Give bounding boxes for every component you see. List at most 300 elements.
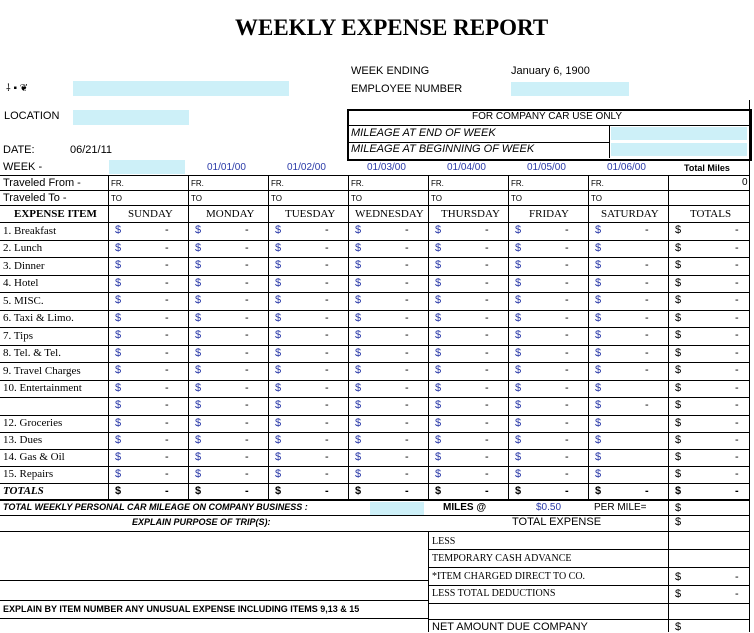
amount-cell[interactable]: - [325,417,329,429]
dollar-sign: $ [675,468,682,480]
amount-cell[interactable]: - [565,224,569,236]
purpose-label: EXPLAIN PURPOSE OF TRIP(S): [132,517,271,527]
date-value: 06/21/11 [70,144,113,156]
amount-cell[interactable]: - [405,468,409,480]
miles-field[interactable] [370,502,424,515]
dollar-sign: $ [675,382,682,394]
amount-cell[interactable]: - [405,259,409,271]
expense-item-label: 1. Breakfast [3,225,57,237]
amount-cell[interactable]: - [485,382,489,394]
amount-cell[interactable]: - [165,364,169,376]
amount-cell[interactable]: - [245,434,249,446]
dollar-sign: $ [195,259,202,271]
dollar-sign: $ [675,347,682,359]
dash: - [735,571,739,583]
mileage-row-label: TOTAL WEEKLY PERSONAL CAR MILEAGE ON COMPANY BUSINESS : [3,502,308,512]
dollar-sign: $ [275,399,282,411]
total-cell: - [735,329,739,341]
net-amount-label: NET AMOUNT DUE COMPANY [432,621,588,633]
dollar-sign: $ [115,294,122,306]
dollar-sign: $ [195,382,202,394]
dollar-sign: $ [355,468,362,480]
amount-cell[interactable]: - [485,224,489,236]
amount-cell[interactable]: - [165,312,169,324]
dollar-sign: $ [515,259,522,271]
expense-item-label: 10. Entertainment [3,382,82,394]
dollar-sign: $ [435,485,442,497]
amount-cell[interactable]: - [565,468,569,480]
dollar-sign: $ [515,485,522,497]
dollar-sign: $ [275,294,282,306]
from-field[interactable]: FR. [511,179,524,188]
amount-cell[interactable]: - [245,329,249,341]
total-cell: - [735,382,739,394]
charged-direct-label: *ITEM CHARGED DIRECT TO CO. [432,571,586,582]
amount-total-cell: - [565,485,569,497]
amount-cell[interactable]: - [325,277,329,289]
amount-cell[interactable]: - [405,242,409,254]
amount-cell[interactable]: - [165,417,169,429]
total-cell: - [735,259,739,271]
week-date: 01/03/00 [367,162,406,173]
mileage-begin-label: MILEAGE AT BEGINNING OF WEEK [351,143,535,155]
totals-header: TOTALS [690,208,732,220]
amount-cell[interactable]: - [165,468,169,480]
dollar-sign: $ [115,434,122,446]
dollar-sign: $ [595,347,602,359]
amount-total-cell: - [645,485,649,497]
dollar-sign: $ [355,329,362,341]
report-title: WEEKLY EXPENSE REPORT [235,15,549,40]
amount-cell[interactable]: - [165,434,169,446]
dollar-sign: $ [275,347,282,359]
total-cell: - [735,434,739,446]
mileage-end-label: MILEAGE AT END OF WEEK [351,127,496,139]
amount-cell[interactable]: - [245,277,249,289]
explain-label: EXPLAIN BY ITEM NUMBER ANY UNUSUAL EXPENSE INCLUDING ITEMS 9,13 & 15 [3,604,360,614]
dollar-sign: $ [355,259,362,271]
dollar-sign: $ [515,364,522,376]
dollar-sign: $ [595,259,602,271]
amount-cell[interactable]: - [405,382,409,394]
dollar-sign: $ [675,502,682,514]
amount-cell[interactable]: - [245,364,249,376]
amount-cell[interactable]: - [565,399,569,411]
amount-cell[interactable]: - [645,224,649,236]
amount-cell[interactable]: - [165,259,169,271]
expense-item-label: 4. Hotel [3,277,39,289]
dollar-sign: $ [115,399,122,411]
week-label: WEEK - [3,161,43,173]
per-mile-label: PER MILE= [594,502,647,513]
dollar-sign: $ [195,485,202,497]
amount-cell[interactable]: - [325,242,329,254]
amount-cell[interactable]: - [405,417,409,429]
dollar-sign: $ [195,364,202,376]
amount-cell[interactable]: - [405,364,409,376]
amount-cell[interactable]: - [485,294,489,306]
amount-cell[interactable]: - [405,277,409,289]
dollar-sign: $ [675,621,682,633]
dollar-sign: $ [675,277,682,289]
dollar-sign: $ [195,417,202,429]
traveled-to-label: Traveled To - [3,192,67,204]
amount-cell[interactable]: - [325,364,329,376]
amount-cell[interactable]: - [565,417,569,429]
dollar-sign: $ [195,347,202,359]
dollar-sign: $ [675,451,682,463]
dollar-sign: $ [435,277,442,289]
to-field[interactable]: TO [431,194,442,203]
dollar-sign: $ [195,451,202,463]
dollar-sign: $ [275,485,282,497]
expense-item-label: 7. Tips [3,330,33,342]
week-date: 01/06/00 [607,162,646,173]
amount-cell[interactable]: - [325,294,329,306]
amount-cell[interactable]: - [485,434,489,446]
amount-cell[interactable]: - [405,399,409,411]
dollar-sign: $ [355,434,362,446]
dollar-sign: $ [515,224,522,236]
amount-cell[interactable]: - [245,382,249,394]
dollar-sign: $ [595,277,602,289]
employee-number-field[interactable] [511,82,629,96]
dollar-sign: $ [595,468,602,480]
to-field[interactable]: TO [511,194,522,203]
dash: - [735,588,739,600]
amount-cell[interactable]: - [325,347,329,359]
dollar-sign: $ [435,451,442,463]
dollar-sign: $ [115,224,122,236]
dollar-sign: $ [595,399,602,411]
dollar-sign: $ [195,277,202,289]
dollar-sign: $ [275,451,282,463]
amount-total-cell: - [485,485,489,497]
dollar-sign: $ [115,382,122,394]
dollar-sign: $ [675,224,682,236]
dollar-sign: $ [435,312,442,324]
expense-item-label: 13. Dues [3,434,43,446]
expense-item-label: 9. Travel Charges [3,365,81,377]
week-ending-value: January 6, 1900 [511,65,590,77]
amount-cell[interactable]: - [565,259,569,271]
week-date: 01/05/00 [527,162,566,173]
dollar-sign: $ [435,242,442,254]
dollar-sign: $ [595,364,602,376]
amount-cell[interactable]: - [485,347,489,359]
mileage-begin-field[interactable] [611,143,747,156]
amount-cell[interactable]: - [485,417,489,429]
dollar-sign: $ [195,224,202,236]
from-field[interactable]: FR. [351,179,364,188]
amount-cell[interactable]: - [565,434,569,446]
day-header: WEDNESDAY [355,208,424,220]
dollar-sign: $ [355,417,362,429]
day-header: FRIDAY [529,208,569,220]
total-cell: - [735,468,739,480]
amount-cell[interactable]: - [325,399,329,411]
amount-cell[interactable]: - [645,294,649,306]
amount-cell[interactable]: - [165,399,169,411]
dollar-sign: $ [515,434,522,446]
amount-cell[interactable]: - [165,347,169,359]
day-header: SATURDAY [601,208,659,220]
dollar-sign: $ [675,242,682,254]
dollar-sign: $ [435,259,442,271]
total-cell: - [735,312,739,324]
dollar-sign: $ [675,294,682,306]
amount-cell[interactable]: - [565,312,569,324]
amount-cell[interactable]: - [565,451,569,463]
dollar-sign: $ [355,451,362,463]
dollar-sign: $ [195,468,202,480]
dollar-sign: $ [275,242,282,254]
dollar-sign: $ [435,434,442,446]
dollar-sign: $ [675,312,682,324]
from-field[interactable]: FR. [191,179,204,188]
dollar-sign: $ [515,294,522,306]
amount-cell[interactable]: - [245,312,249,324]
amount-cell[interactable]: - [325,382,329,394]
amount-cell[interactable]: - [245,259,249,271]
total-cell: - [735,294,739,306]
totals-row-label: TOTALS [3,485,44,497]
total-cell: - [735,451,739,463]
total-cell: - [735,277,739,289]
dollar-sign: $ [355,312,362,324]
dollar-sign: $ [275,312,282,324]
dollar-sign: $ [275,259,282,271]
dollar-sign: $ [595,329,602,341]
dollar-sign: $ [115,312,122,324]
dollar-sign: $ [435,329,442,341]
amount-cell[interactable]: - [645,312,649,324]
dollar-sign: $ [435,364,442,376]
amount-cell[interactable]: - [565,329,569,341]
amount-cell[interactable]: - [325,224,329,236]
dollar-sign: $ [515,417,522,429]
amount-cell[interactable]: - [485,451,489,463]
amount-cell[interactable]: - [325,259,329,271]
dollar-sign: $ [115,259,122,271]
dollar-sign: $ [595,417,602,429]
from-field[interactable]: FR. [591,179,604,188]
amount-cell[interactable]: - [325,451,329,463]
dollar-sign: $ [275,224,282,236]
amount-cell[interactable]: - [485,312,489,324]
amount-cell[interactable]: - [485,277,489,289]
to-field[interactable]: TO [351,194,362,203]
amount-total-cell: - [325,485,329,497]
amount-cell[interactable]: - [405,329,409,341]
amount-cell[interactable]: - [325,329,329,341]
dollar-sign: $ [515,329,522,341]
location-label: LOCATION [4,110,60,122]
dollar-sign: $ [675,399,682,411]
to-field[interactable]: TO [111,194,122,203]
dollar-sign: $ [515,242,522,254]
dollar-sign: $ [595,451,602,463]
dollar-sign: $ [275,364,282,376]
amount-cell[interactable]: - [565,364,569,376]
dollar-sign: $ [355,485,362,497]
from-field[interactable]: FR. [111,179,124,188]
amount-cell[interactable]: - [325,434,329,446]
dollar-sign: $ [275,417,282,429]
dollar-sign: $ [675,571,682,583]
week-date: 01/02/00 [287,162,326,173]
dollar-sign: $ [675,417,682,429]
amount-cell[interactable]: - [165,451,169,463]
traveled-from-label: Traveled From - [3,177,81,189]
amount-cell[interactable]: - [325,468,329,480]
dollar-sign: $ [435,224,442,236]
less-total-label: LESS TOTAL DEDUCTIONS [432,588,556,599]
dollar-sign: $ [355,242,362,254]
dollar-sign: $ [115,451,122,463]
to-field[interactable]: TO [591,194,602,203]
date-label: DATE: [3,144,35,156]
amount-cell[interactable]: - [245,399,249,411]
amount-cell[interactable]: - [645,259,649,271]
expense-item-label: 3. Dinner [3,260,45,272]
dollar-sign: $ [595,224,602,236]
amount-cell[interactable]: - [325,312,329,324]
week-date: 01/01/00 [207,162,246,173]
from-field[interactable]: FR. [431,179,444,188]
amount-cell[interactable]: - [565,242,569,254]
temp-cash-label: TEMPORARY CASH ADVANCE [432,553,572,564]
dollar-sign: $ [355,347,362,359]
amount-cell[interactable]: - [165,242,169,254]
amount-cell[interactable]: - [245,451,249,463]
dollar-sign: $ [435,468,442,480]
dollar-sign: $ [355,399,362,411]
total-cell: - [735,399,739,411]
dollar-sign: $ [675,329,682,341]
amount-cell[interactable]: - [245,468,249,480]
dollar-sign: $ [115,468,122,480]
amount-cell[interactable]: - [405,434,409,446]
day-header: THURSDAY [441,208,500,220]
amount-cell[interactable]: - [645,399,649,411]
location-field[interactable] [73,110,189,125]
week-ending-label: WEEK ENDING [351,65,430,77]
amount-cell[interactable]: - [565,347,569,359]
amount-cell[interactable]: - [245,242,249,254]
amount-cell[interactable]: - [645,329,649,341]
dollar-sign: $ [275,329,282,341]
amount-cell[interactable]: - [485,329,489,341]
total-miles-value: 0 [742,177,748,188]
amount-cell[interactable]: - [405,451,409,463]
dollar-sign: $ [115,242,122,254]
header-icons: ⸸ ▪ ❦ [6,83,29,94]
dollar-sign: $ [515,399,522,411]
from-field[interactable]: FR. [271,179,284,188]
amount-total-cell: - [405,485,409,497]
total-miles-label: Total Miles [684,163,730,173]
dollar-sign: $ [515,347,522,359]
dollar-sign: $ [195,399,202,411]
dollar-sign: $ [515,451,522,463]
expense-item-label: 15. Repairs [3,468,54,480]
amount-cell[interactable]: - [245,347,249,359]
amount-cell[interactable]: - [565,294,569,306]
dollar-sign: $ [115,417,122,429]
amount-total-cell: - [165,485,169,497]
amount-cell[interactable]: - [565,382,569,394]
amount-cell[interactable]: - [485,259,489,271]
amount-cell[interactable]: - [645,277,649,289]
dollar-sign: $ [195,294,202,306]
amount-cell[interactable]: - [165,277,169,289]
total-cell: - [735,224,739,236]
dollar-sign: $ [355,364,362,376]
amount-cell[interactable]: - [485,242,489,254]
total-cell: - [735,417,739,429]
to-field[interactable]: TO [191,194,202,203]
dollar-sign: $ [675,588,682,600]
week-start-field[interactable] [109,160,185,174]
amount-cell[interactable]: - [405,294,409,306]
amount-cell[interactable]: - [405,347,409,359]
dollar-sign: $ [275,277,282,289]
total-cell: - [735,364,739,376]
dollar-sign: $ [595,294,602,306]
dollar-sign: $ [195,242,202,254]
amount-cell[interactable]: - [485,468,489,480]
mileage-rate: $0.50 [536,502,562,513]
dollar-sign: $ [435,382,442,394]
amount-cell[interactable]: - [165,294,169,306]
dollar-sign: $ [355,277,362,289]
total-cell: - [735,242,739,254]
dollar-sign: $ [435,399,442,411]
amount-cell[interactable]: - [165,224,169,236]
amount-cell[interactable]: - [645,364,649,376]
amount-cell[interactable]: - [405,224,409,236]
dollar-sign: $ [675,516,682,528]
to-field[interactable]: TO [271,194,282,203]
dollar-sign: $ [595,434,602,446]
amount-cell[interactable]: - [165,329,169,341]
dollar-sign: $ [515,312,522,324]
amount-cell[interactable]: - [245,224,249,236]
amount-cell[interactable]: - [245,294,249,306]
amount-cell[interactable]: - [165,382,169,394]
expense-item-label: 14. Gas & Oil [3,451,65,463]
total-expense-label: TOTAL EXPENSE [512,516,602,528]
amount-cell[interactable]: - [645,347,649,359]
expense-item-header: EXPENSE ITEM [14,208,97,220]
day-header: TUESDAY [285,208,336,220]
expense-item-label: 8. Tel. & Tel. [3,347,61,359]
grand-total-cell: - [735,485,739,497]
amount-cell[interactable]: - [565,277,569,289]
dollar-sign: $ [675,434,682,446]
dollar-sign: $ [435,294,442,306]
amount-cell[interactable]: - [245,417,249,429]
dollar-sign: $ [595,485,602,497]
name-field[interactable] [73,81,289,96]
amount-cell[interactable]: - [485,399,489,411]
dollar-sign: $ [675,485,682,497]
dollar-sign: $ [195,329,202,341]
mileage-end-field[interactable] [611,127,747,140]
amount-cell[interactable]: - [405,312,409,324]
amount-cell[interactable]: - [485,364,489,376]
